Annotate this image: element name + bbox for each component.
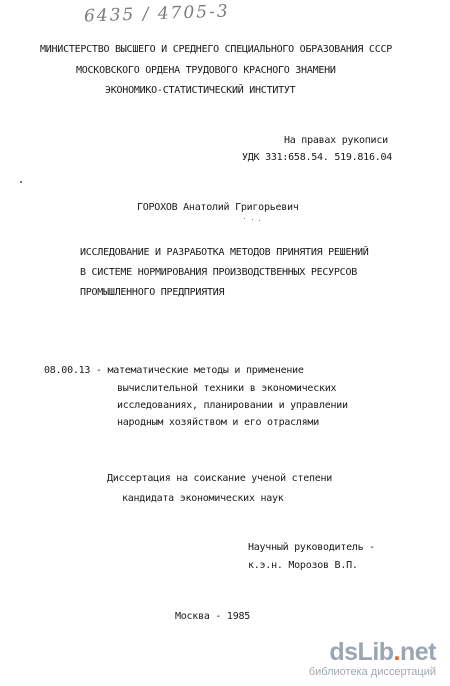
logo-main: dsLib [329, 638, 394, 666]
degree-line-2: кандидата экономических наук [122, 493, 284, 504]
scan-speck [259, 220, 260, 221]
logo-tld: net [400, 638, 436, 666]
supervisor-label: Научный руководитель - [248, 542, 375, 553]
header-line-ministry: МИНИСТЕРСТВО ВЫСШЕГО И СРЕДНЕГО СПЕЦИАЛЬНОГО ОБРАЗОВАНИЯ СССР [40, 44, 393, 55]
scan-speck [252, 219, 253, 220]
watermark-subtitle: библиотека диссертаций [308, 666, 436, 678]
header-line-institute: ЭКОНОМИКО-СТАТИСТИЧЕСКИЙ ИНСТИТУТ [105, 85, 296, 96]
dslib-logo [309, 640, 436, 665]
specialty-line-4: народным хозяйством и его отраслями [117, 417, 319, 428]
udk-code: УДК 331:658.54. 519.816.04 [242, 152, 393, 163]
degree-line-1: Диссертация на соискание ученой степени [107, 473, 333, 484]
header-line-order: МОСКОВСКОГО ОРДЕНА ТРУДОВОГО КРАСНОГО ЗНАМЕНИ [76, 65, 336, 76]
thesis-title-line-1: ИССЛЕДОВАНИЕ И РАЗРАБОТКА МЕТОДОВ ПРИНЯТИЯ РЕШЕНИЙ [80, 247, 369, 258]
scan-speck [244, 218, 245, 219]
specialty-line-2: вычислительной техники в экономических [117, 383, 337, 394]
scan-speck [20, 181, 22, 183]
specialty-line-1: 08.00.13 - математические методы и применение [44, 365, 304, 376]
handwritten-note: 6435 / 4705-3 [83, 1, 230, 27]
specialty-line-3: исследованиях, планировании и управлении [117, 400, 348, 411]
manuscript-rights: На правах рукописи [284, 135, 388, 146]
city-year: Москва - 1985 [175, 611, 251, 622]
dslib-watermark [309, 640, 436, 678]
logo-dot: . [393, 638, 400, 666]
supervisor-name: к.э.н. Морозов В.П. [248, 560, 358, 571]
author-name: ГОРОХОВ Анатолий Григорьевич [137, 202, 299, 213]
thesis-title-line-2: В СИСТЕМЕ НОРМИРОВАНИЯ ПРОИЗВОДСТВЕННЫХ РЕСУРСОВ [80, 267, 357, 278]
thesis-title-line-3: ПРОМЫШЛЕННОГО ПРЕДПРИЯТИЯ [80, 287, 225, 298]
